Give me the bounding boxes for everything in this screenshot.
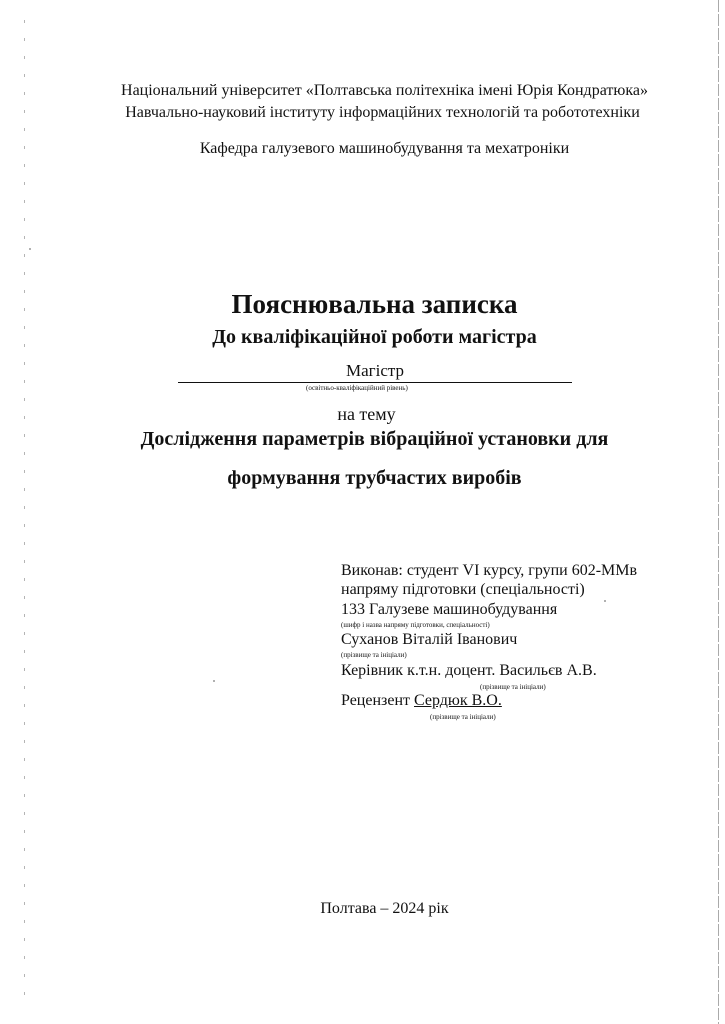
topic-line-2: формування трубчастих виробів — [227, 467, 522, 489]
specialty-line: 133 Галузеве машинобудування — [341, 601, 558, 618]
topic-label: на тему — [337, 404, 396, 424]
student-name-caption: (прізвище та ініціали) — [341, 651, 407, 659]
document-subtitle: До кваліфікаційної роботи магістра — [212, 326, 537, 348]
supervisor-caption: (прізвище та ініціали) — [480, 683, 546, 691]
topic-line-1: Дослідження параметрів вібраційної установки для — [140, 428, 609, 450]
reviewer-name: Сердюк В.О. — [414, 692, 502, 709]
document-title: Пояснювальна записка — [231, 289, 518, 319]
supervisor-line: Керівник к.т.н. доцент. Васильєв А.В. — [341, 662, 597, 679]
qualification-level-line — [178, 360, 572, 383]
specialty-caption: (шифр і назва напряму підготовки, спеціальності) — [341, 621, 490, 629]
reviewer-line — [341, 692, 502, 710]
scan-edge-left — [24, 20, 25, 1010]
university-name: Національний університет «Полтавська політехніка імені Юрія Кондратюка» — [121, 82, 648, 99]
qualification-level-caption: (освітньо-кваліфікаційний рівень) — [306, 384, 408, 392]
scan-speck — [213, 680, 215, 682]
department-name: Кафедра галузевого машинобудування та мехатроніки — [199, 140, 570, 157]
scan-speck — [29, 248, 31, 250]
institute-name: Навчально-науковий інституту інформаційних технологій та робототехніки — [125, 104, 640, 121]
reviewer-caption: (прізвище та ініціали) — [430, 713, 496, 721]
performer-line: Виконав: студент VI курсу, групи 602-ММв — [341, 562, 638, 579]
scan-speck — [604, 600, 606, 602]
reviewer-label: Рецензент — [341, 692, 410, 709]
direction-line: напряму підготовки (спеціальності) — [341, 581, 585, 598]
place-year: Полтава – 2024 рік — [320, 900, 449, 917]
qualification-level: Магістр — [345, 361, 405, 380]
student-name: Суханов Віталій Іванович — [341, 631, 518, 648]
